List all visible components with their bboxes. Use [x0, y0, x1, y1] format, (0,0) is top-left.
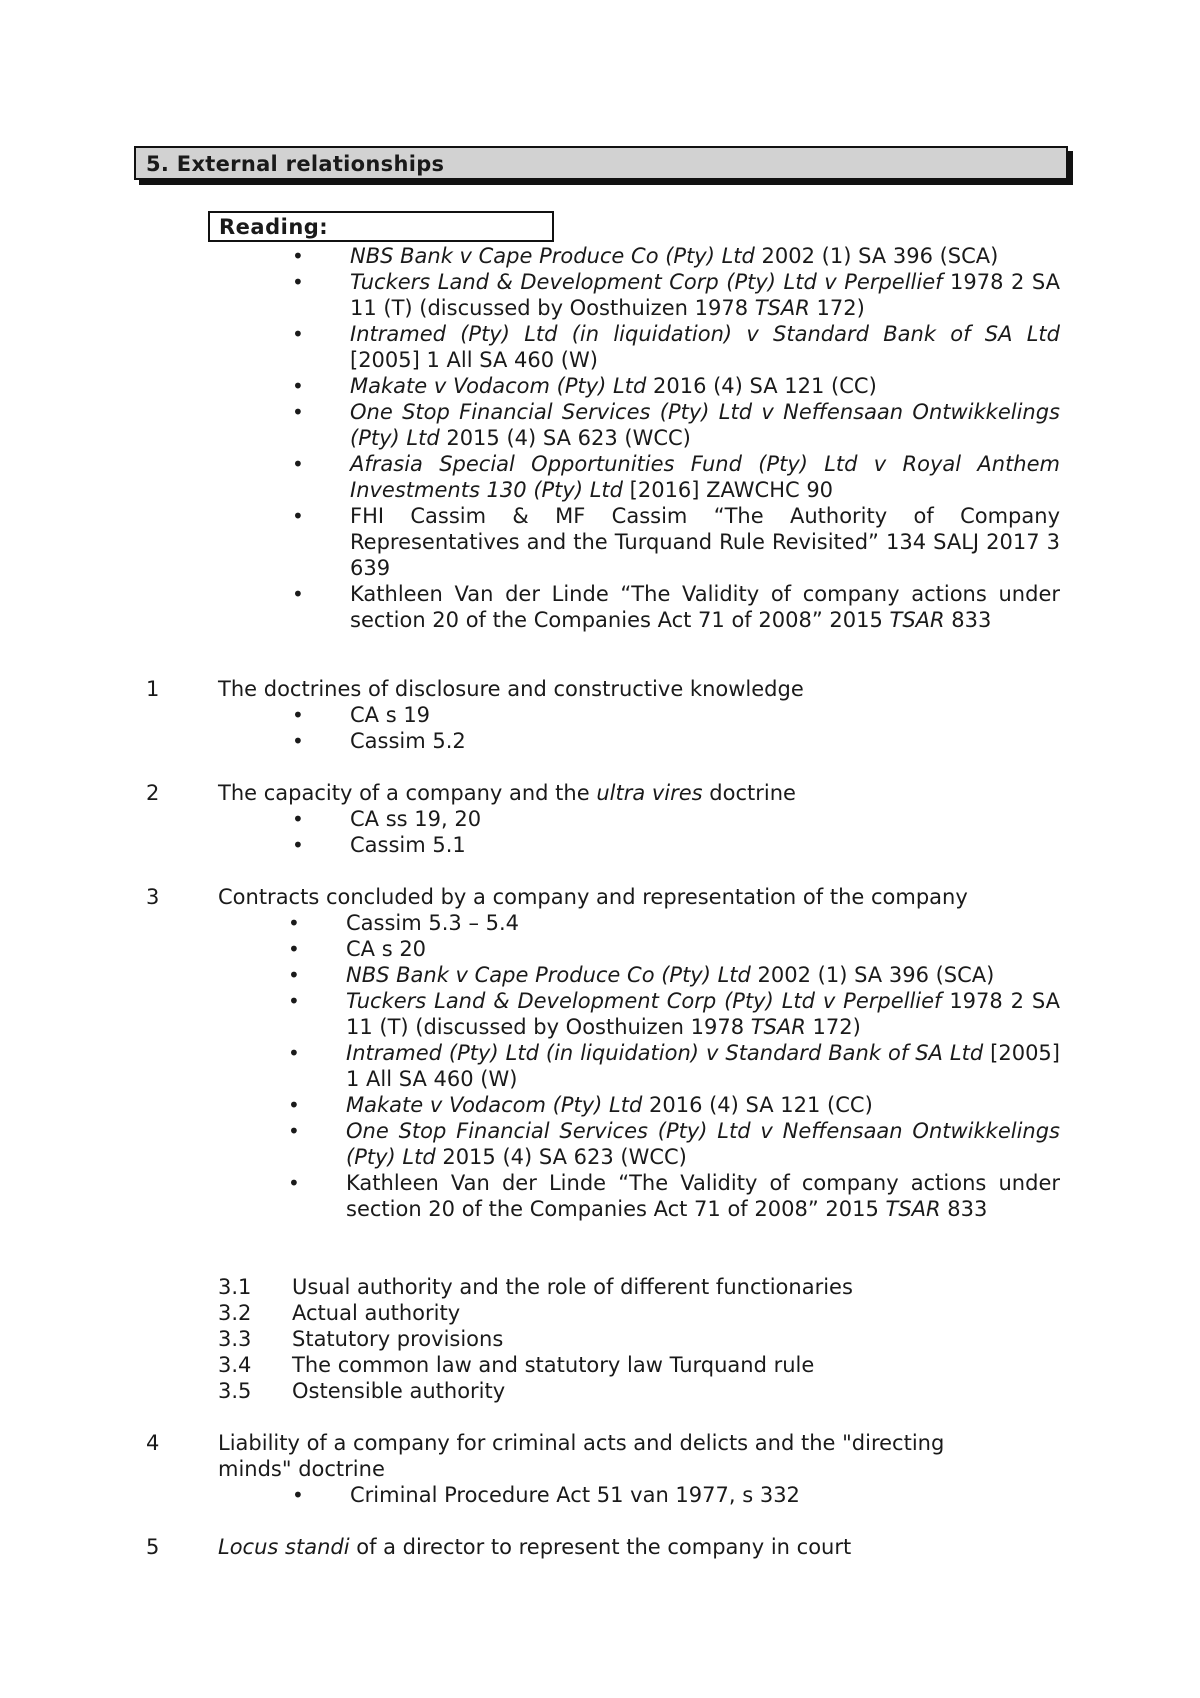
section-title: 5. External relationships — [146, 152, 445, 176]
bullet-item: • NBS Bank v Cape Produce Co (Pty) Ltd 2002 (1) SA 396 (SCA) — [350, 243, 1060, 269]
bullet-list — [350, 1482, 1060, 1508]
bullet-item: • NBS Bank v Cape Produce Co (Pty) Ltd 2002 (1) SA 396 (SCA) — [346, 962, 1060, 988]
bullet-list — [350, 702, 1060, 754]
topic-4-bullets — [350, 1482, 1060, 1508]
subtopic-label: Actual authority — [292, 1301, 461, 1325]
topic-3-bullets — [346, 910, 1060, 1222]
bullet-item: • Makate v Vodacom (Pty) Ltd 2016 (4) SA 121 (CC) — [346, 1092, 1060, 1118]
bullet-item: • Afrasia Special Opportunities Fund (Pty) Ltd v Royal Anthem Investments 130 (Pty) Ltd [2016] ZAWCHC 90 — [350, 451, 1060, 503]
bullet-item: • Kathleen Van der Linde “The Validity of company actions under section 20 of the Companies Act 71 of 2008” 2015 TSAR 833 — [350, 581, 1060, 633]
topic-title: The capacity of a company and the ultra vires doctrine — [218, 781, 796, 805]
bullet-item: • FHI Cassim & MF Cassim “The Authority of Company Representatives and the Turquand Rule Revisited” 134 SALJ 2017 3 639 — [350, 503, 1060, 581]
reading-label: Reading: — [219, 215, 329, 239]
subtopic-row — [218, 1300, 1018, 1326]
topic-number: 5 — [146, 1535, 160, 1559]
topic-number: 2 — [146, 781, 160, 805]
bullet-item: • CA s 19 — [350, 702, 1060, 728]
subtopic-number: 3.5 — [218, 1379, 252, 1403]
topic-number: 4 — [146, 1431, 160, 1455]
bullet-item: • Makate v Vodacom (Pty) Ltd 2016 (4) SA 121 (CC) — [350, 373, 1060, 399]
bullet-item: • Intramed (Pty) Ltd (in liquidation) v Standard Bank of SA Ltd [2005] 1 All SA 460 (W) — [350, 321, 1060, 373]
reading-label-box — [208, 211, 554, 242]
bullet-list — [350, 806, 1060, 858]
subtopic-label: Ostensible authority — [292, 1379, 506, 1403]
topic-number: 1 — [146, 677, 160, 701]
bullet-item: • Tuckers Land & Development Corp (Pty) Ltd v Perpellief 1978 2 SA 11 (T) (discussed by Oosthuizen 1978 TSAR 172) — [350, 269, 1060, 321]
topic-number: 3 — [146, 885, 160, 909]
bullet-item: • Criminal Procedure Act 51 van 1977, s 332 — [350, 1482, 1060, 1508]
bullet-item: • One Stop Financial Services (Pty) Ltd v Neffensaan Ontwikkelings (Pty) Ltd 2015 (4) SA 623 (WCC) — [350, 399, 1060, 451]
bullet-item: • Cassim 5.2 — [350, 728, 1060, 754]
subtopic-row — [218, 1274, 1018, 1300]
subtopic-label: The common law and statutory law Turquand rule — [292, 1353, 815, 1377]
subtopic-number: 3.2 — [218, 1301, 252, 1325]
reading-list — [350, 243, 1060, 633]
subtopic-number: 3.4 — [218, 1353, 252, 1377]
topic-title: Locus standi of a director to represent the company in court — [218, 1535, 852, 1559]
bullet-item: • Kathleen Van der Linde “The Validity of company actions under section 20 of the Companies Act 71 of 2008” 2015 TSAR 833 — [346, 1170, 1060, 1222]
bullet-list — [346, 910, 1060, 1222]
bullet-item: • Cassim 5.1 — [350, 832, 1060, 858]
bullet-item: • CA s 20 — [346, 936, 1060, 962]
topic-1-bullets — [350, 702, 1060, 754]
topic-2-bullets — [350, 806, 1060, 858]
section-header — [134, 146, 1068, 180]
topic-title: Contracts concluded by a company and representation of the company — [218, 885, 968, 909]
subtopic-row — [218, 1352, 1018, 1378]
reading-bullets — [350, 243, 1060, 633]
subtopic-number: 3.1 — [218, 1275, 252, 1299]
topic-title: Liability of a company for criminal acts and delicts and the "directing minds" doctrine — [218, 1431, 945, 1481]
bullet-item: • Tuckers Land & Development Corp (Pty) Ltd v Perpellief 1978 2 SA 11 (T) (discussed by Oosthuizen 1978 TSAR 172) — [346, 988, 1060, 1040]
subtopic-number: 3.3 — [218, 1327, 252, 1351]
bullet-item: • Cassim 5.3 – 5.4 — [346, 910, 1060, 936]
subtopic-label: Statutory provisions — [292, 1327, 504, 1351]
topic-title: The doctrines of disclosure and constructive knowledge — [218, 677, 804, 701]
subtopic-row — [218, 1326, 1018, 1352]
bullet-item: • CA ss 19, 20 — [350, 806, 1060, 832]
bullet-item: • Intramed (Pty) Ltd (in liquidation) v Standard Bank of SA Ltd [2005] 1 All SA 460 (W) — [346, 1040, 1060, 1092]
subtopic-row — [218, 1378, 1018, 1404]
bullet-item: • One Stop Financial Services (Pty) Ltd v Neffensaan Ontwikkelings (Pty) Ltd 2015 (4) SA 623 (WCC) — [346, 1118, 1060, 1170]
subtopic-label: Usual authority and the role of different functionaries — [292, 1275, 853, 1299]
